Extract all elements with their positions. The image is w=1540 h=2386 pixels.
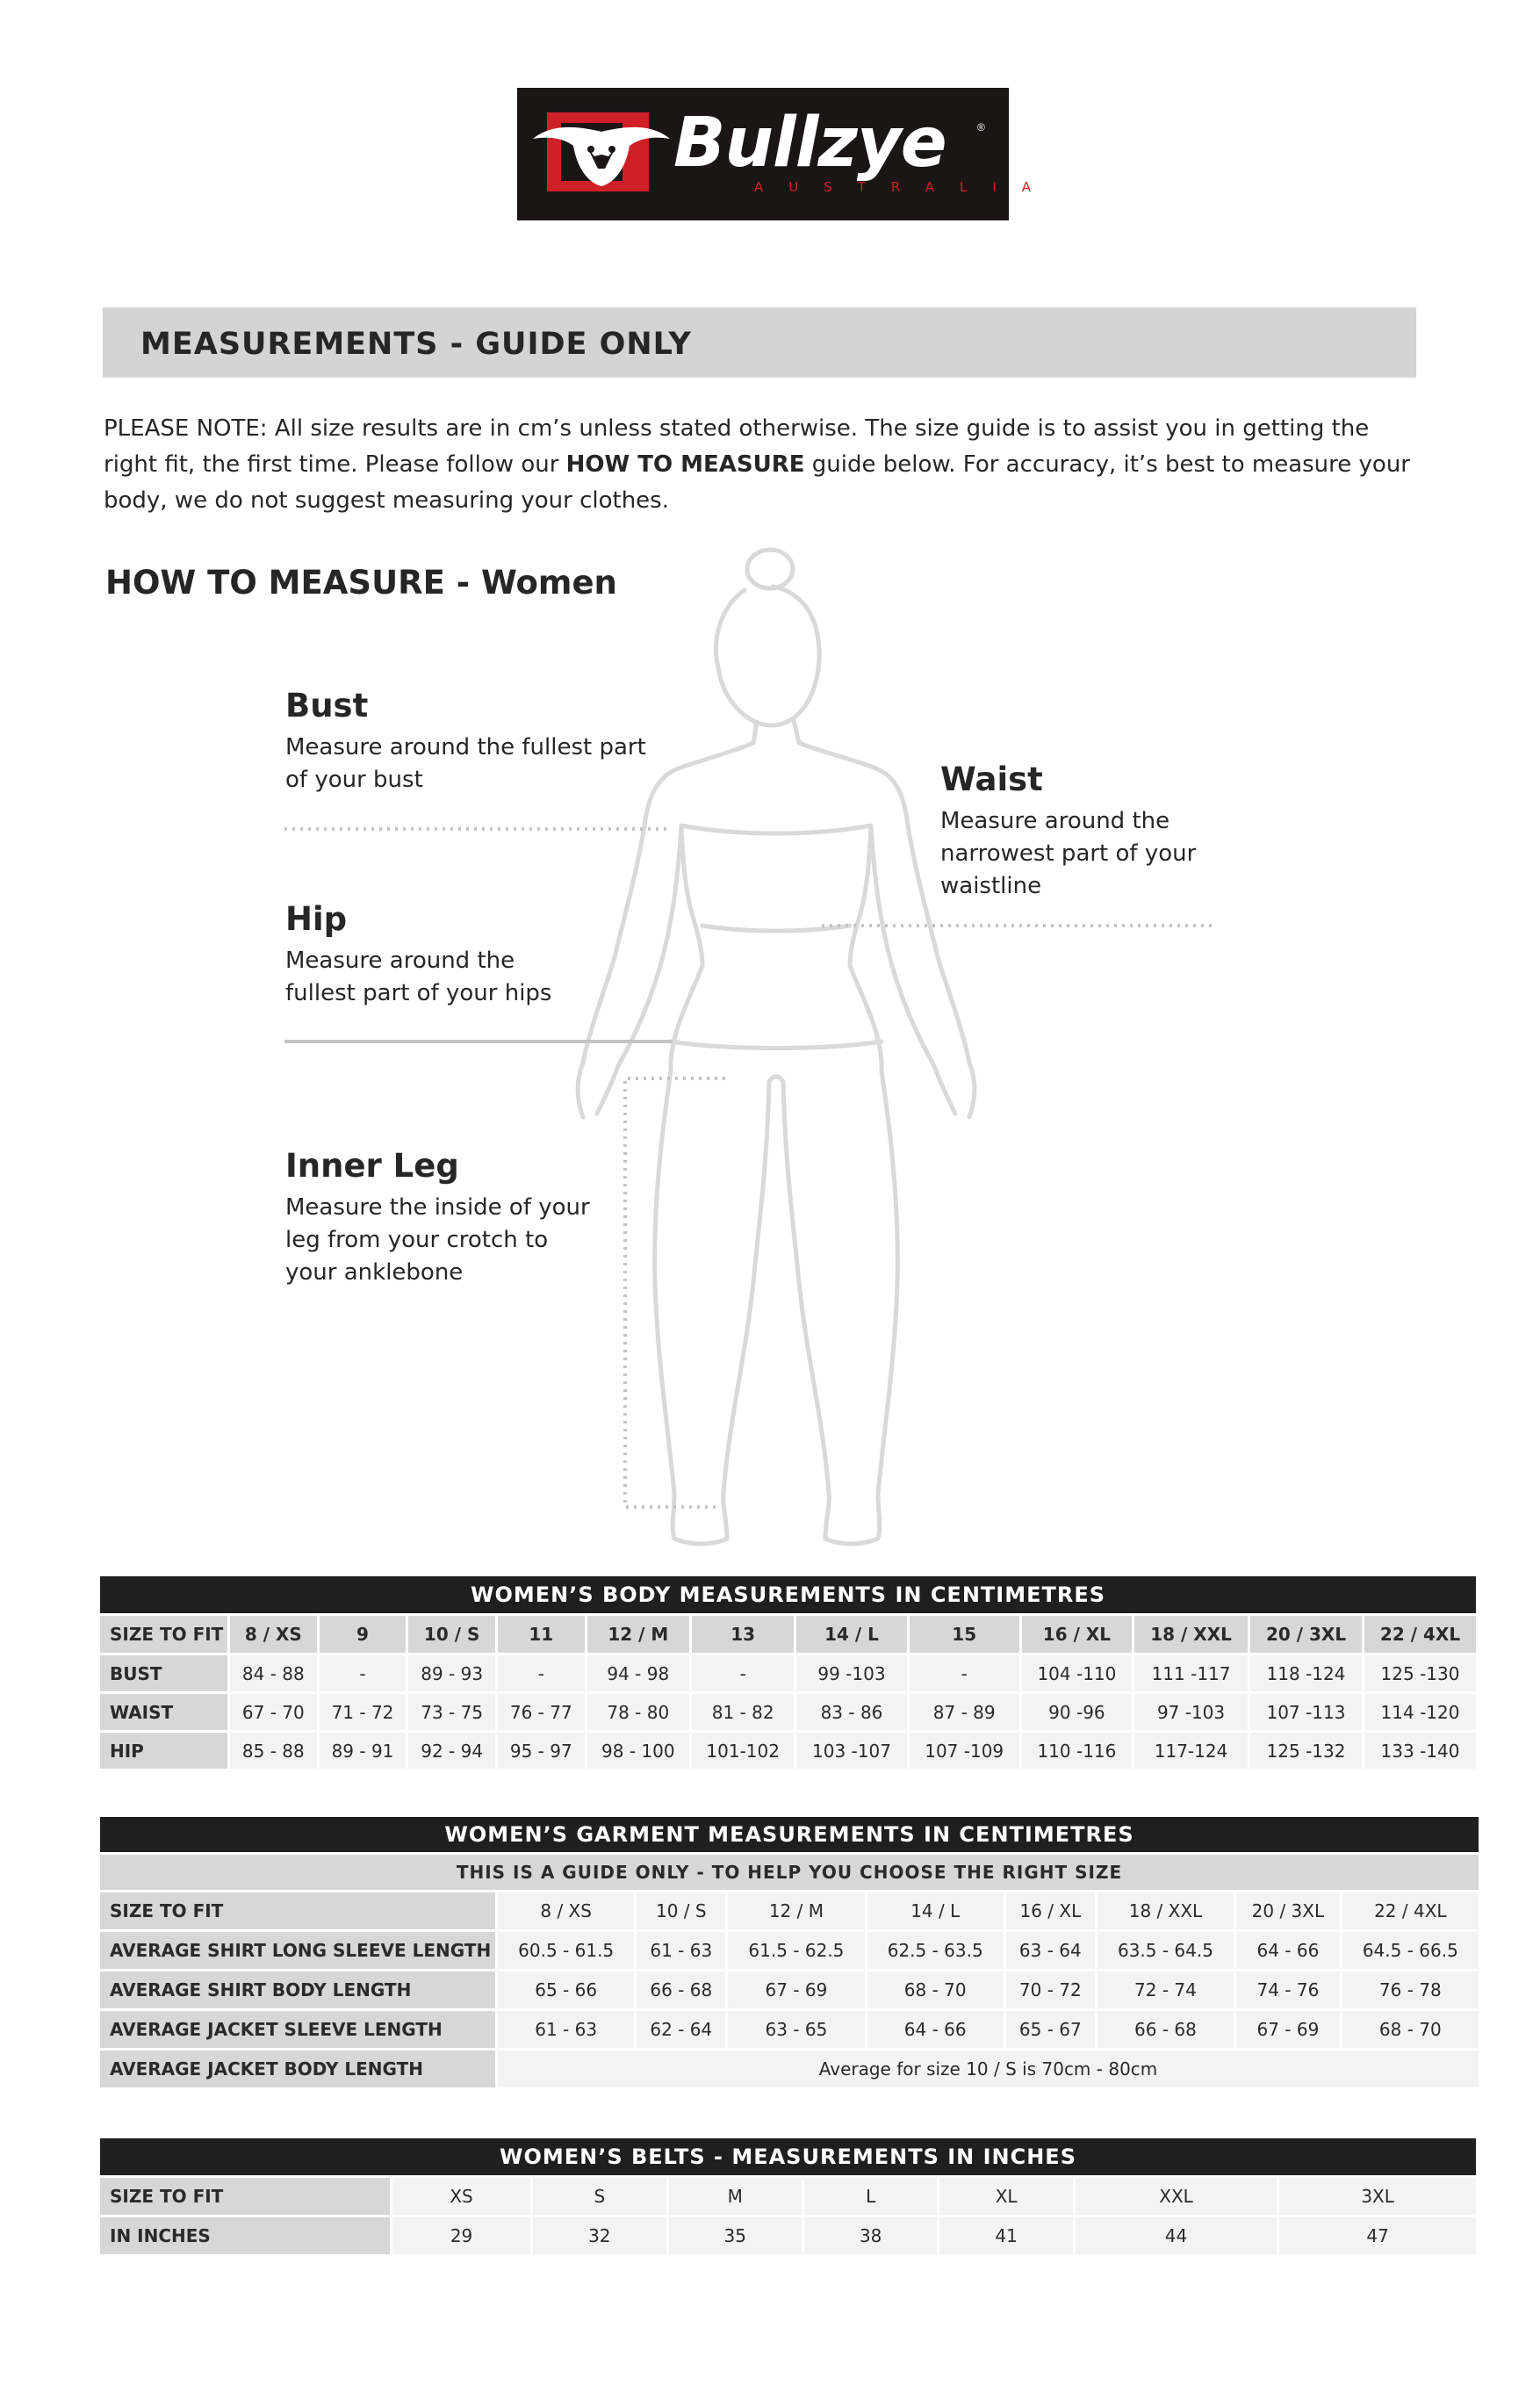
cell: 68 - 70 bbox=[1342, 2011, 1479, 2048]
table-row bbox=[100, 1932, 1479, 1969]
bust-label bbox=[285, 687, 654, 797]
garment-size: 22 / 4XL bbox=[1342, 1892, 1479, 1929]
belt-size: XS bbox=[392, 2178, 530, 2215]
cell: 44 bbox=[1076, 2217, 1277, 2254]
cell: 107 -109 bbox=[910, 1733, 1019, 1769]
cell: 90 -96 bbox=[1022, 1694, 1132, 1730]
cell: 63 - 64 bbox=[1006, 1932, 1095, 1969]
hip-label bbox=[285, 900, 584, 1010]
belt-size: S bbox=[533, 2178, 666, 2215]
inner-leg-desc: Measure the inside of your leg from your crotch to your anklebone bbox=[285, 1194, 590, 1286]
how-to-title: HOW TO MEASURE - Women bbox=[105, 564, 617, 602]
table-row bbox=[100, 1733, 1476, 1769]
cell: 78 - 80 bbox=[587, 1694, 689, 1730]
cell: 71 - 72 bbox=[320, 1694, 407, 1730]
cell: 64 - 66 bbox=[1236, 1932, 1340, 1969]
table-row bbox=[100, 2178, 1476, 2215]
table-row bbox=[100, 1655, 1476, 1691]
row-label: BUST bbox=[100, 1655, 227, 1691]
body-size: 22 / 4XL bbox=[1364, 1616, 1476, 1653]
cell: 47 bbox=[1279, 2217, 1476, 2254]
garment-size: 16 / XL bbox=[1006, 1892, 1095, 1929]
waist-label bbox=[940, 760, 1230, 903]
row-label: AVERAGE JACKET SLEEVE LENGTH bbox=[100, 2011, 495, 2048]
cell: 81 - 82 bbox=[692, 1694, 794, 1730]
row-label: AVERAGE SHIRT BODY LENGTH bbox=[100, 1972, 495, 2008]
table-row bbox=[100, 2051, 1479, 2087]
cell: 84 - 88 bbox=[230, 1655, 317, 1691]
cell: 97 -103 bbox=[1134, 1694, 1248, 1730]
table-row bbox=[100, 2217, 1476, 2254]
cell: 41 bbox=[939, 2217, 1072, 2254]
belt-size: M bbox=[669, 2178, 802, 2215]
garment-size: 14 / L bbox=[867, 1892, 1004, 1929]
cell: 64 - 66 bbox=[867, 2011, 1004, 2048]
row-label: HIP bbox=[100, 1733, 227, 1769]
garment-size: 10 / S bbox=[637, 1892, 725, 1929]
registered-mark: ® bbox=[977, 121, 985, 133]
bust-title: Bust bbox=[285, 687, 369, 724]
cell: 83 - 86 bbox=[796, 1694, 906, 1730]
body-size: 16 / XL bbox=[1022, 1616, 1132, 1653]
cell: 99 -103 bbox=[796, 1655, 906, 1691]
cell: 98 - 100 bbox=[587, 1733, 689, 1769]
page-title: MEASUREMENTS - GUIDE ONLY bbox=[140, 327, 692, 362]
garment-size: 18 / XXL bbox=[1097, 1892, 1234, 1929]
cell: 94 - 98 bbox=[587, 1655, 689, 1691]
brand-subtitle: AUSTRALIA bbox=[754, 179, 1057, 195]
body-size: 20 / 3XL bbox=[1250, 1616, 1362, 1653]
cell: 118 -124 bbox=[1250, 1655, 1362, 1691]
cell: 65 - 66 bbox=[498, 1972, 634, 2008]
garment-table-subtitle: THIS IS A GUIDE ONLY - TO HELP YOU CHOOSE THE RIGHT SIZE bbox=[100, 1855, 1479, 1890]
belt-header-label: SIZE TO FIT bbox=[100, 2178, 390, 2215]
body-table-title: WOMEN’S BODY MEASUREMENTS IN CENTIMETRES bbox=[100, 1576, 1476, 1613]
row-label: AVERAGE SHIRT LONG SLEEVE LENGTH bbox=[100, 1932, 495, 1969]
cell: 87 - 89 bbox=[910, 1694, 1019, 1730]
garment-size: 8 / XS bbox=[498, 1892, 634, 1929]
cell: 63 - 65 bbox=[728, 2011, 864, 2048]
cell: 29 bbox=[392, 2217, 530, 2254]
table-row bbox=[100, 2011, 1479, 2048]
note-prefix: PLEASE NOTE: All size results are in cm’s unless stated otherwise. The size guide is to assist you in getting the right fit, the first time. Please follow our bbox=[104, 415, 1370, 478]
garment-table-title: WOMEN’S GARMENT MEASUREMENTS IN CENTIMETRES bbox=[100, 1817, 1479, 1852]
cell: 62.5 - 63.5 bbox=[867, 1932, 1004, 1969]
cell: 61 - 63 bbox=[637, 1932, 725, 1969]
cell: 89 - 93 bbox=[408, 1655, 495, 1691]
cell: - bbox=[320, 1655, 407, 1691]
cell: 32 bbox=[533, 2217, 666, 2254]
cell: 68 - 70 bbox=[867, 1972, 1004, 2008]
cell: 62 - 64 bbox=[637, 2011, 725, 2048]
cell: 125 -132 bbox=[1250, 1733, 1362, 1769]
body-size: 13 bbox=[692, 1616, 794, 1653]
body-size: 12 / M bbox=[587, 1616, 689, 1653]
garment-size: 20 / 3XL bbox=[1236, 1892, 1340, 1929]
row-label: WAIST bbox=[100, 1694, 227, 1730]
body-size: 10 / S bbox=[408, 1616, 495, 1653]
cell: - bbox=[692, 1655, 794, 1691]
cell: 95 - 97 bbox=[498, 1733, 585, 1769]
cell: 103 -107 bbox=[796, 1733, 906, 1769]
cell: 67 - 70 bbox=[230, 1694, 317, 1730]
cell: 104 -110 bbox=[1022, 1655, 1132, 1691]
belt-table-title: WOMEN’S BELTS - MEASUREMENTS IN INCHES bbox=[100, 2138, 1476, 2175]
cell: 89 - 91 bbox=[320, 1733, 407, 1769]
garment-header-label: SIZE TO FIT bbox=[100, 1892, 495, 1929]
note-bold: HOW TO MEASURE bbox=[565, 451, 805, 478]
cell: 114 -120 bbox=[1364, 1694, 1476, 1730]
cell: 76 - 78 bbox=[1342, 1972, 1479, 2008]
belt-size: XL bbox=[939, 2178, 1072, 2215]
cell: 110 -116 bbox=[1022, 1733, 1132, 1769]
cell: 92 - 94 bbox=[408, 1733, 495, 1769]
cell: 76 - 77 bbox=[498, 1694, 585, 1730]
cell: 64.5 - 66.5 bbox=[1342, 1932, 1479, 1969]
cell: 38 bbox=[804, 2217, 937, 2254]
hip-title: Hip bbox=[285, 900, 348, 938]
hip-desc: Measure around the fullest part of your hips bbox=[285, 948, 552, 1006]
table-row bbox=[100, 1892, 1479, 1929]
cell: 63.5 - 64.5 bbox=[1097, 1932, 1234, 1969]
cell: 133 -140 bbox=[1364, 1733, 1476, 1769]
belt-size: L bbox=[804, 2178, 937, 2215]
cell: 67 - 69 bbox=[1236, 2011, 1340, 2048]
garment-measurements-table bbox=[97, 1814, 1481, 2090]
cell: 66 - 68 bbox=[1097, 2011, 1234, 2048]
cell: 111 -117 bbox=[1134, 1655, 1248, 1691]
cell: 60.5 - 61.5 bbox=[498, 1932, 634, 1969]
body-size: 15 bbox=[910, 1616, 1019, 1653]
belt-measurements-table bbox=[97, 2136, 1479, 2257]
cell: 117-124 bbox=[1134, 1733, 1248, 1769]
body-measurements-table bbox=[97, 1574, 1479, 1771]
body-header-label: SIZE TO FIT bbox=[100, 1616, 227, 1653]
table-row bbox=[100, 1694, 1476, 1730]
cell: 125 -130 bbox=[1364, 1655, 1476, 1691]
cell: 85 - 88 bbox=[230, 1733, 317, 1769]
belt-size: XXL bbox=[1076, 2178, 1277, 2215]
cell: 72 - 74 bbox=[1097, 1972, 1234, 2008]
cell: 70 - 72 bbox=[1006, 1972, 1095, 2008]
row-label: IN INCHES bbox=[100, 2217, 390, 2254]
brand-name: Bullzye bbox=[673, 104, 946, 183]
cell: 73 - 75 bbox=[408, 1694, 495, 1730]
jacket-body-length-note: Average for size 10 / S is 70cm - 80cm bbox=[498, 2051, 1479, 2087]
cell: 65 - 67 bbox=[1006, 2011, 1095, 2048]
body-size: 18 / XXL bbox=[1134, 1616, 1248, 1653]
cell: 107 -113 bbox=[1250, 1694, 1362, 1730]
body-size: 14 / L bbox=[796, 1616, 906, 1653]
inner-leg-label bbox=[285, 1147, 601, 1289]
waist-title: Waist bbox=[940, 760, 1043, 798]
cell: 67 - 69 bbox=[728, 1972, 864, 2008]
cell: 66 - 68 bbox=[637, 1972, 725, 2008]
cell: 74 - 76 bbox=[1236, 1972, 1340, 2008]
waist-desc: Measure around the narrowest part of your waistline bbox=[940, 808, 1197, 899]
cell: - bbox=[910, 1655, 1019, 1691]
note-suffix: guide below. For accuracy, it’s best to measure your body, we do not suggest measuring your clothes. bbox=[104, 451, 1410, 514]
belt-size: 3XL bbox=[1279, 2178, 1476, 2215]
cell: 101-102 bbox=[692, 1733, 794, 1769]
row-label: AVERAGE JACKET BODY LENGTH bbox=[100, 2051, 495, 2087]
inner-leg-title: Inner Leg bbox=[285, 1147, 459, 1185]
garment-size: 12 / M bbox=[728, 1892, 864, 1929]
body-size: 8 / XS bbox=[230, 1616, 317, 1653]
table-row bbox=[100, 1972, 1479, 2008]
bust-desc: Measure around the fullest part of your bust bbox=[285, 734, 646, 793]
body-size: 9 bbox=[320, 1616, 407, 1653]
cell: 35 bbox=[669, 2217, 802, 2254]
body-size: 11 bbox=[498, 1616, 585, 1653]
cell: 61.5 - 62.5 bbox=[728, 1932, 864, 1969]
cell: 61 - 63 bbox=[498, 2011, 634, 2048]
cell: - bbox=[498, 1655, 585, 1691]
